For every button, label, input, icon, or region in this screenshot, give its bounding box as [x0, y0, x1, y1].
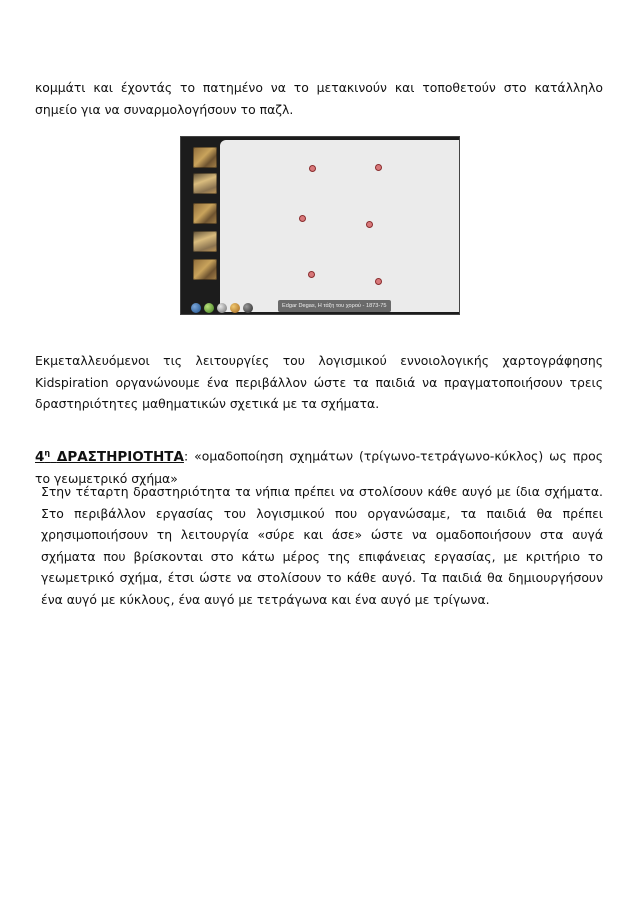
activity-description: «ομαδοποίηση σχημάτων (τρίγωνο-τετράγωνο-κύκλος) ως προς το γεωμετρικό σχήμα» — [35, 448, 603, 486]
leaf-icon[interactable] — [204, 303, 214, 313]
paragraph-puzzle-instructions: κομμάτι και έχοντάς το πατημένο να το μετακινούν και τοποθετούν στο κατάλληλο σημείο για να συναρμολογήσουν το παζλ. — [35, 80, 603, 117]
puzzle-piece-thumbnail[interactable] — [193, 173, 217, 194]
target-marker — [375, 164, 382, 171]
activity-number: 4 — [35, 448, 45, 465]
target-marker — [299, 215, 306, 222]
activity-title — [35, 449, 184, 465]
activity-label: ΔΡΑΣΤΗΡΙΟΤΗΤΑ — [56, 448, 184, 465]
globe-icon[interactable] — [191, 303, 201, 313]
activity-ordinal: η — [44, 448, 51, 457]
puzzle-piece-thumbnail[interactable] — [193, 147, 217, 168]
paragraph-kidspiration-intro: Εκμεταλλευόμενοι τις λειτουργίες του λογισμικού εννοιολογικής χαρτογράφησης Kidspiration οργανώνουμε ένα περιβάλλον ώστε τα παιδιά να πραγματοποιήσουν τρεις δραστηριότητες μαθηματικών σχετικά με τα σχήματα. — [35, 353, 603, 411]
puzzle-screenshot — [180, 136, 460, 315]
artwork-caption: Edgar Degas, Η τάξη του χορού - 1873-75 — [278, 300, 391, 312]
puzzle-piece-thumbnail[interactable] — [193, 231, 217, 252]
tool-icon[interactable] — [230, 303, 240, 313]
puzzle-piece-thumbnail[interactable] — [193, 203, 217, 224]
target-marker — [375, 278, 382, 285]
tool-icon[interactable] — [217, 303, 227, 313]
tool-icon[interactable] — [243, 303, 253, 313]
puzzle-board[interactable] — [220, 140, 459, 312]
target-marker — [309, 165, 316, 172]
puzzle-piece-thumbnail[interactable] — [193, 259, 217, 280]
activity-colon: : — [183, 448, 189, 464]
target-marker — [366, 221, 373, 228]
paragraph-activity-details: Στην τέταρτη δραστηριότητα τα νήπια πρέπει να στολίσουν κάθε αυγό με ίδια σχήματα. Στο περιβάλλον εργασίας του λογισμικού που οργανώσαμε, τα παιδιά θα πρέπει χρησιμοποιήσουν τη λειτουργία «σύρε και άσε» ώστε να ομαδοποιήσουν στα αυγά σχήματα που βρίσκονται στο κάτω μέρος της επιφάνειας εργασίας, με κριτήριο το γεωμετρικό σχήμα, έτσι ώστε να στολίσουν το κάθε αυγό. Τα παιδιά θα δημιουργήσουν ένα αυγό με κύκλους, ένα αυγό με τετράγωνα και ένα αυγό με τρίγωνα. — [41, 484, 603, 607]
target-marker — [308, 271, 315, 278]
